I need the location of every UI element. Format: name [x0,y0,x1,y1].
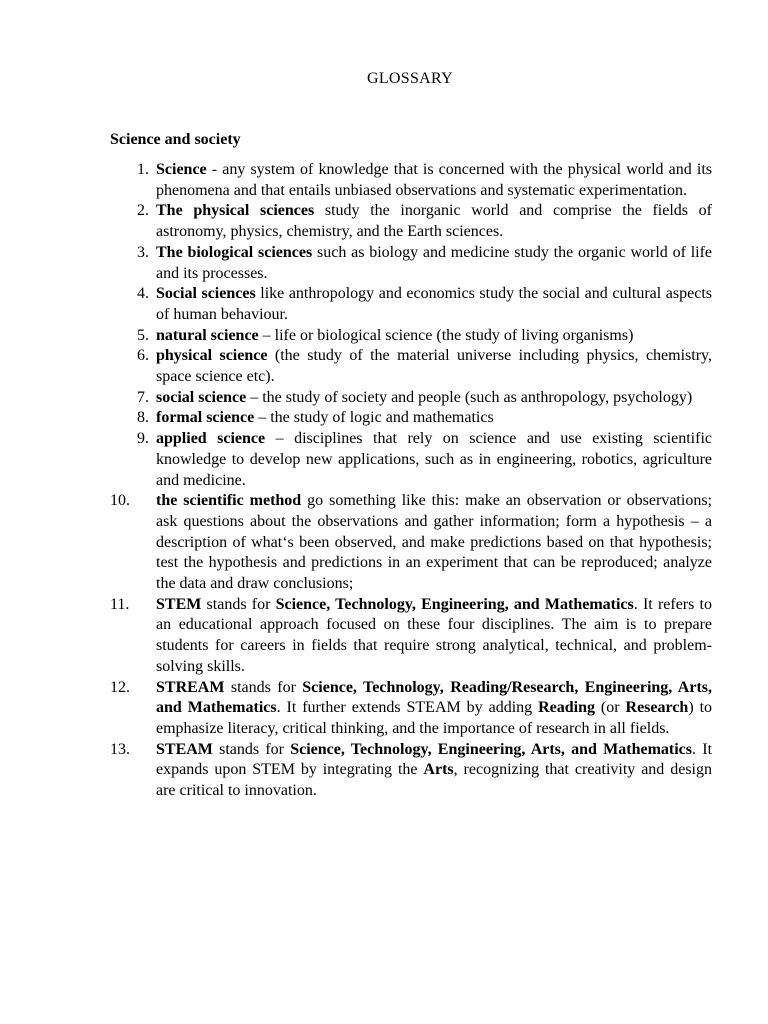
glossary-item [110,346,712,387]
term: Science, Technology, Engineering, and Mathematics [275,595,634,613]
page-title: GLOSSARY [367,70,453,87]
item-number: 12. [110,678,130,696]
definition-text: . It refers to an educational approach focused on these four disciplines. The aim is to prepare students for careers in fields that require strong analytical, technical, and problem-solving skills. [156,595,713,675]
glossary-item [110,429,712,491]
term: Reading [538,699,595,717]
term: STREAM [156,678,225,696]
term: natural science [156,326,259,344]
item-number: 9. [137,430,149,448]
item-number: 11. [110,595,130,613]
glossary-item [110,201,712,242]
term: The physical sciences [156,202,315,220]
item-number: 5. [137,326,149,344]
definition-text: – the study of logic and mathematics [254,409,494,427]
term: Science [156,161,207,178]
glossary-item [110,408,712,429]
glossary-item [110,740,712,802]
item-number: 10. [110,492,130,510]
definition-text: , recognizing that creativity and design are critical to innovation. [156,761,712,800]
definition-text: (the study of the material universe including physics, chemistry, space science etc). [156,347,713,386]
term: social science [156,388,247,406]
definition-text: - any system of knowledge that is concerned with the physical world and its phenomena and that entails unbiased observations and systematic experimentation. [156,161,712,199]
term: Arts [423,761,454,779]
glossary-item [110,326,712,347]
definition-text: like anthropology and economics study the social and cultural aspects of human behaviour. [156,285,712,323]
definition-text: – life or biological science (the study of living organisms) [258,326,634,344]
term: formal science [156,409,255,427]
section-heading: Science and society [110,131,241,148]
glossary-item [110,595,712,678]
term: The biological sciences [156,243,313,261]
item-number: 3. [137,243,149,261]
term: Science, Technology, Engineering, Arts, and Mathematics [290,740,693,758]
glossary-item [110,388,712,409]
item-number: 6. [137,347,149,365]
item-number: 4. [137,285,149,303]
glossary-list [110,160,712,802]
definition-text: go something like this: make an observation or observations; ask questions about the observations and gather information; form a hypothesis – a description of what‘s been observed, and make predictions based on that hypothesis; test the hypothesis and predictions in an experiment that can be reproduced; analyze the data and draw conclusions; [156,492,712,593]
item-number: 8. [137,409,149,427]
term: the scientific method [156,492,302,510]
glossary-item [110,678,712,740]
term: Social sciences [156,285,256,303]
definition-text: stands for [212,740,291,758]
term: physical science [156,347,268,365]
glossary-item [110,491,712,595]
definition-text: (or [594,699,626,717]
glossary-item [110,243,712,284]
item-number: 13. [110,740,130,758]
term: Research [625,699,689,717]
definition-text: . It expands upon STEM by integrating the [156,740,713,779]
definition-text: such as biology and medicine study the organic world of life and its processes. [156,243,713,282]
item-number: 1. [137,161,149,178]
term: STEAM [156,740,213,758]
definition-text: ) to emphasize literacy, critical thinking, and the importance of research in all fields. [156,699,713,737]
term: Science, Technology, Reading/Research, Engineering, Arts, and Mathematics [156,678,712,717]
definition-text: – disciplines that rely on science and use existing scientific knowledge to develop new applications, such as in engineering, robotics, agriculture and medicine. [156,430,712,489]
item-number: 7. [137,388,149,406]
definition-text: . It further extends STEAM by adding [276,699,539,717]
definition-text: study the inorganic world and comprise the fields of astronomy, physics, chemistry, and the Earth sciences. [156,202,713,241]
term: applied science [156,430,266,448]
definition-text: stands for [224,678,303,696]
term: STEM [156,595,202,613]
item-number: 2. [137,202,149,220]
definition-text: stands for [201,595,276,613]
definition-text: – the study of society and people (such as anthropology, psychology) [246,388,693,406]
glossary-item [110,160,712,201]
glossary-item [110,284,712,325]
